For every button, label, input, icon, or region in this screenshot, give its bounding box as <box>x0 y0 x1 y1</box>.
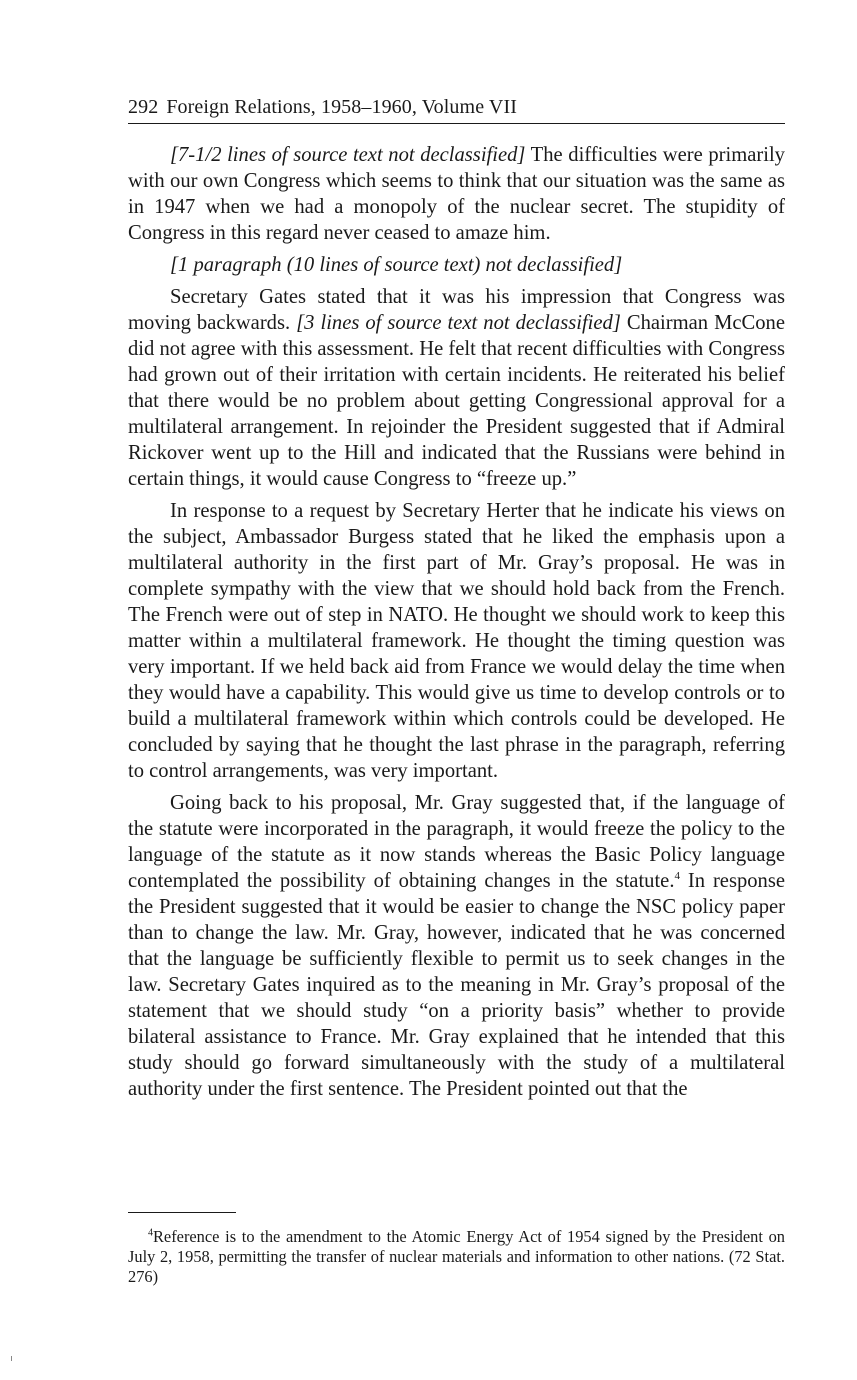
paragraph-4 <box>128 498 785 784</box>
page <box>128 94 785 1102</box>
body-text <box>128 142 785 1102</box>
paragraph-1 <box>128 142 785 246</box>
footnote-reference[interactable]: 4 <box>674 870 680 883</box>
paragraph-text: Secretary Gates stated that it was his impression that Congress was moving backwards. <box>128 286 785 334</box>
page-number: 292 <box>128 96 159 118</box>
footnote <box>128 1227 785 1287</box>
paragraph-text: In response to a request by Secretary Herter that he indicate his views on the subject, Ambassador Burgess stated that he liked the emphasis upon a multilateral authority in the first part of Mr. Gray’s proposal. He was in complete sympathy with the view that we should hold back from the French. The French were out of step in NATO. He thought we should work to keep this matter within a multilateral framework. He thought the timing question was very important. If we held back aid from France we would delay the time when they would have a capability. This would give us time to develop controls or to build a multilateral framework within which controls could be developed. He concluded by saying that he thought the last phrase in the paragraph, referring to control arrangements, was very important. <box>128 500 785 782</box>
footnote-text: Reference is to the amendment to the Atomic Energy Act of 1954 signed by the President on July 2, 1958, permitting the transfer of nuclear materials and information to other nations. (72 Stat. 276) <box>128 1227 785 1286</box>
paragraph-text: Going back to his proposal, Mr. Gray suggested that, if the language of the statute were incorporated in the paragraph, it would freeze the policy to the language of the statute as it now stands whereas the Basic Policy language contemplated the possibility of obtaining changes in the statute. <box>128 792 785 892</box>
paragraph-text: The difficulties were primarily with our own Congress which seems to think that our situation was the same as in 1947 when we had a monopoly of the nuclear secret. The stupidity of Congress in this regard never ceased to amaze him. <box>128 144 785 244</box>
not-declassified-note: [3 lines of source text not declassified] <box>296 312 621 334</box>
footnote-divider <box>128 1212 236 1213</box>
not-declassified-note: [7-1/2 lines of source text not declassified] <box>170 144 526 166</box>
running-head <box>128 94 785 124</box>
scan-mark <box>11 1356 12 1361</box>
paragraph-text: Chairman McCone did not agree with this assessment. He felt that recent difficulties with Congress had grown out of their irritation with certain incidents. He reiterated his belief that there would be no problem about getting Congressional approval for a multilateral arrangement. In rejoinder the President suggested that if Admiral Rickover went up to the Hill and indicated that the Russians were behind in certain things, it would cause Congress to “freeze up.” <box>128 312 785 490</box>
footnote-number: 4 <box>148 1227 153 1239</box>
paragraph-text: In response the President suggested that it would be easier to change the NSC policy paper than to change the law. Mr. Gray, however, indicated that he was concerned that the language be sufficiently flexible to permit us to seek changes in the law. Secretary Gates inquired as to the meaning in Mr. Gray’s proposal of the statement that we should study “on a priority basis” whether to provide bilateral assistance to France. Mr. Gray explained that he intended that this study should go forward simultaneously with the study of a multilateral authority under the first sentence. The President pointed out that the <box>128 870 785 1100</box>
volume-title: Foreign Relations, 1958–1960, Volume VII <box>166 96 517 118</box>
paragraph-3 <box>128 284 785 492</box>
not-declassified-note: [1 paragraph (10 lines of source text) not declassified] <box>170 254 623 276</box>
paragraph-2 <box>128 252 785 278</box>
paragraph-5 <box>128 790 785 1102</box>
